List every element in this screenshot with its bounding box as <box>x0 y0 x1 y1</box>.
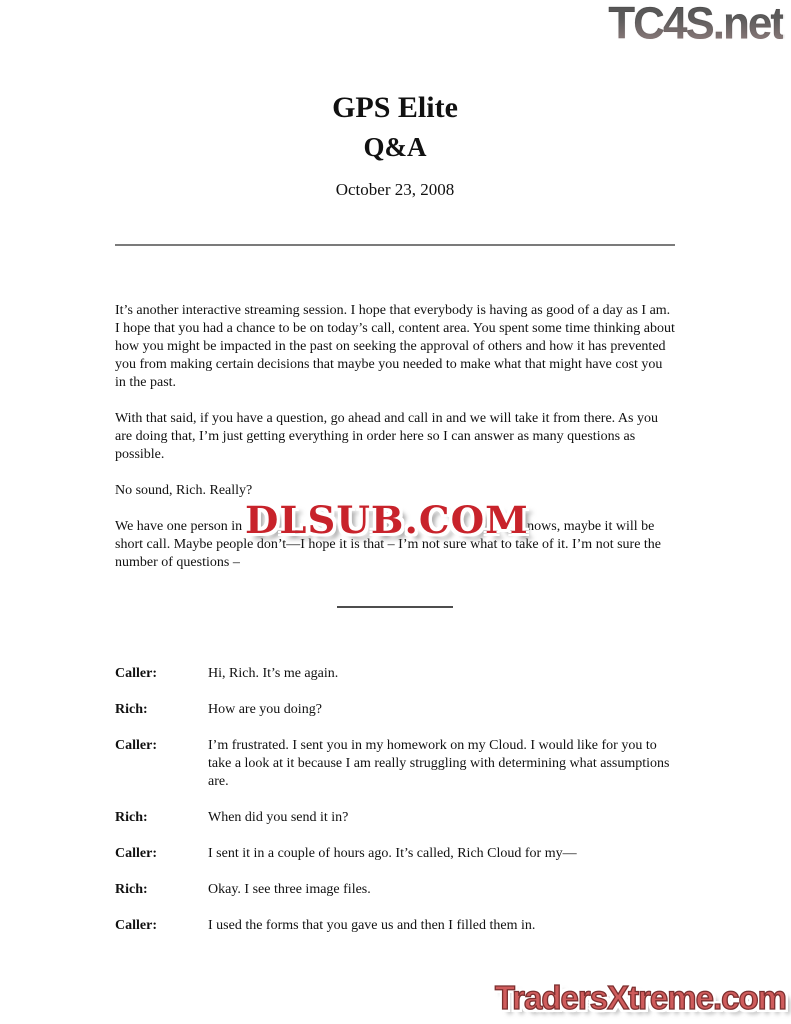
document-title: GPS Elite <box>332 91 458 124</box>
dialogue-text: Hi, Rich. It’s me again. <box>208 666 339 681</box>
watermark-para-after: nows, maybe it will be short call. Maybe people don’t—I hope it is that – I’m not sure what to take of it. I’m not sure the number of questions – <box>115 519 662 570</box>
speaker-label: Rich: <box>115 882 148 897</box>
paragraph-with-watermark <box>115 498 675 572</box>
paragraph-no-sound: No sound, Rich. Really? <box>115 483 253 498</box>
speaker-label: Caller: <box>115 666 157 681</box>
dialogue-row <box>115 881 675 899</box>
title-block <box>115 0 675 201</box>
dialogue-text: I sent it in a couple of hours ago. It’s called, Rich Cloud for my— <box>208 846 577 861</box>
speaker-label: Caller: <box>115 918 157 933</box>
tc4s-logo: TC4S.net <box>608 0 783 49</box>
paragraph-intro: It’s another interactive streaming session. I hope that everybody is having as good of a day as I am. I hope that you had a chance to be on today’s call, content area. You spent some time thinking about how you might be impacted in the past on seeking the approval of others and how it has prevented you from making certain decisions that maybe you needed to make what that might have cost you in the past. <box>115 303 675 390</box>
dialogue-row <box>115 701 675 719</box>
tradersxtreme-logo: TradersXtreme.com <box>494 979 786 1016</box>
dialogue-text: I used the forms that you gave us and then I filled them in. <box>208 918 536 933</box>
dialogue-transcript <box>115 665 675 935</box>
section-divider <box>337 606 453 608</box>
speaker-label: Caller: <box>115 738 157 753</box>
horizontal-rule <box>115 244 675 246</box>
dialogue-row <box>115 917 675 935</box>
dialogue-row <box>115 737 675 791</box>
speaker-label: Rich: <box>115 702 148 717</box>
speaker-label: Rich: <box>115 810 148 825</box>
dialogue-text: Okay. I see three image files. <box>208 882 371 897</box>
document-content <box>115 0 675 953</box>
dialogue-text: When did you send it in? <box>208 810 349 825</box>
dialogue-row <box>115 665 675 683</box>
watermark-para-before: We have one person in <box>115 519 243 534</box>
speaker-label: Caller: <box>115 846 157 861</box>
dialogue-row <box>115 809 675 827</box>
dialogue-text: I’m frustrated. I sent you in my homework on my Cloud. I would like for you to take a look at it because I am really struggling with determining what assumptions are. <box>208 738 670 789</box>
dlsub-watermark: DLSUB.COM <box>245 498 529 542</box>
paragraph-call-in: With that said, if you have a question, go ahead and call in and we will take it from there. As you are doing that, I’m just getting everything in order here so I can answer as many questions as possible. <box>115 411 658 462</box>
dialogue-row <box>115 845 675 863</box>
dialogue-text: How are you doing? <box>208 702 322 717</box>
document-subtitle: Q&A <box>363 132 427 162</box>
document-date: October 23, 2008 <box>335 180 455 199</box>
